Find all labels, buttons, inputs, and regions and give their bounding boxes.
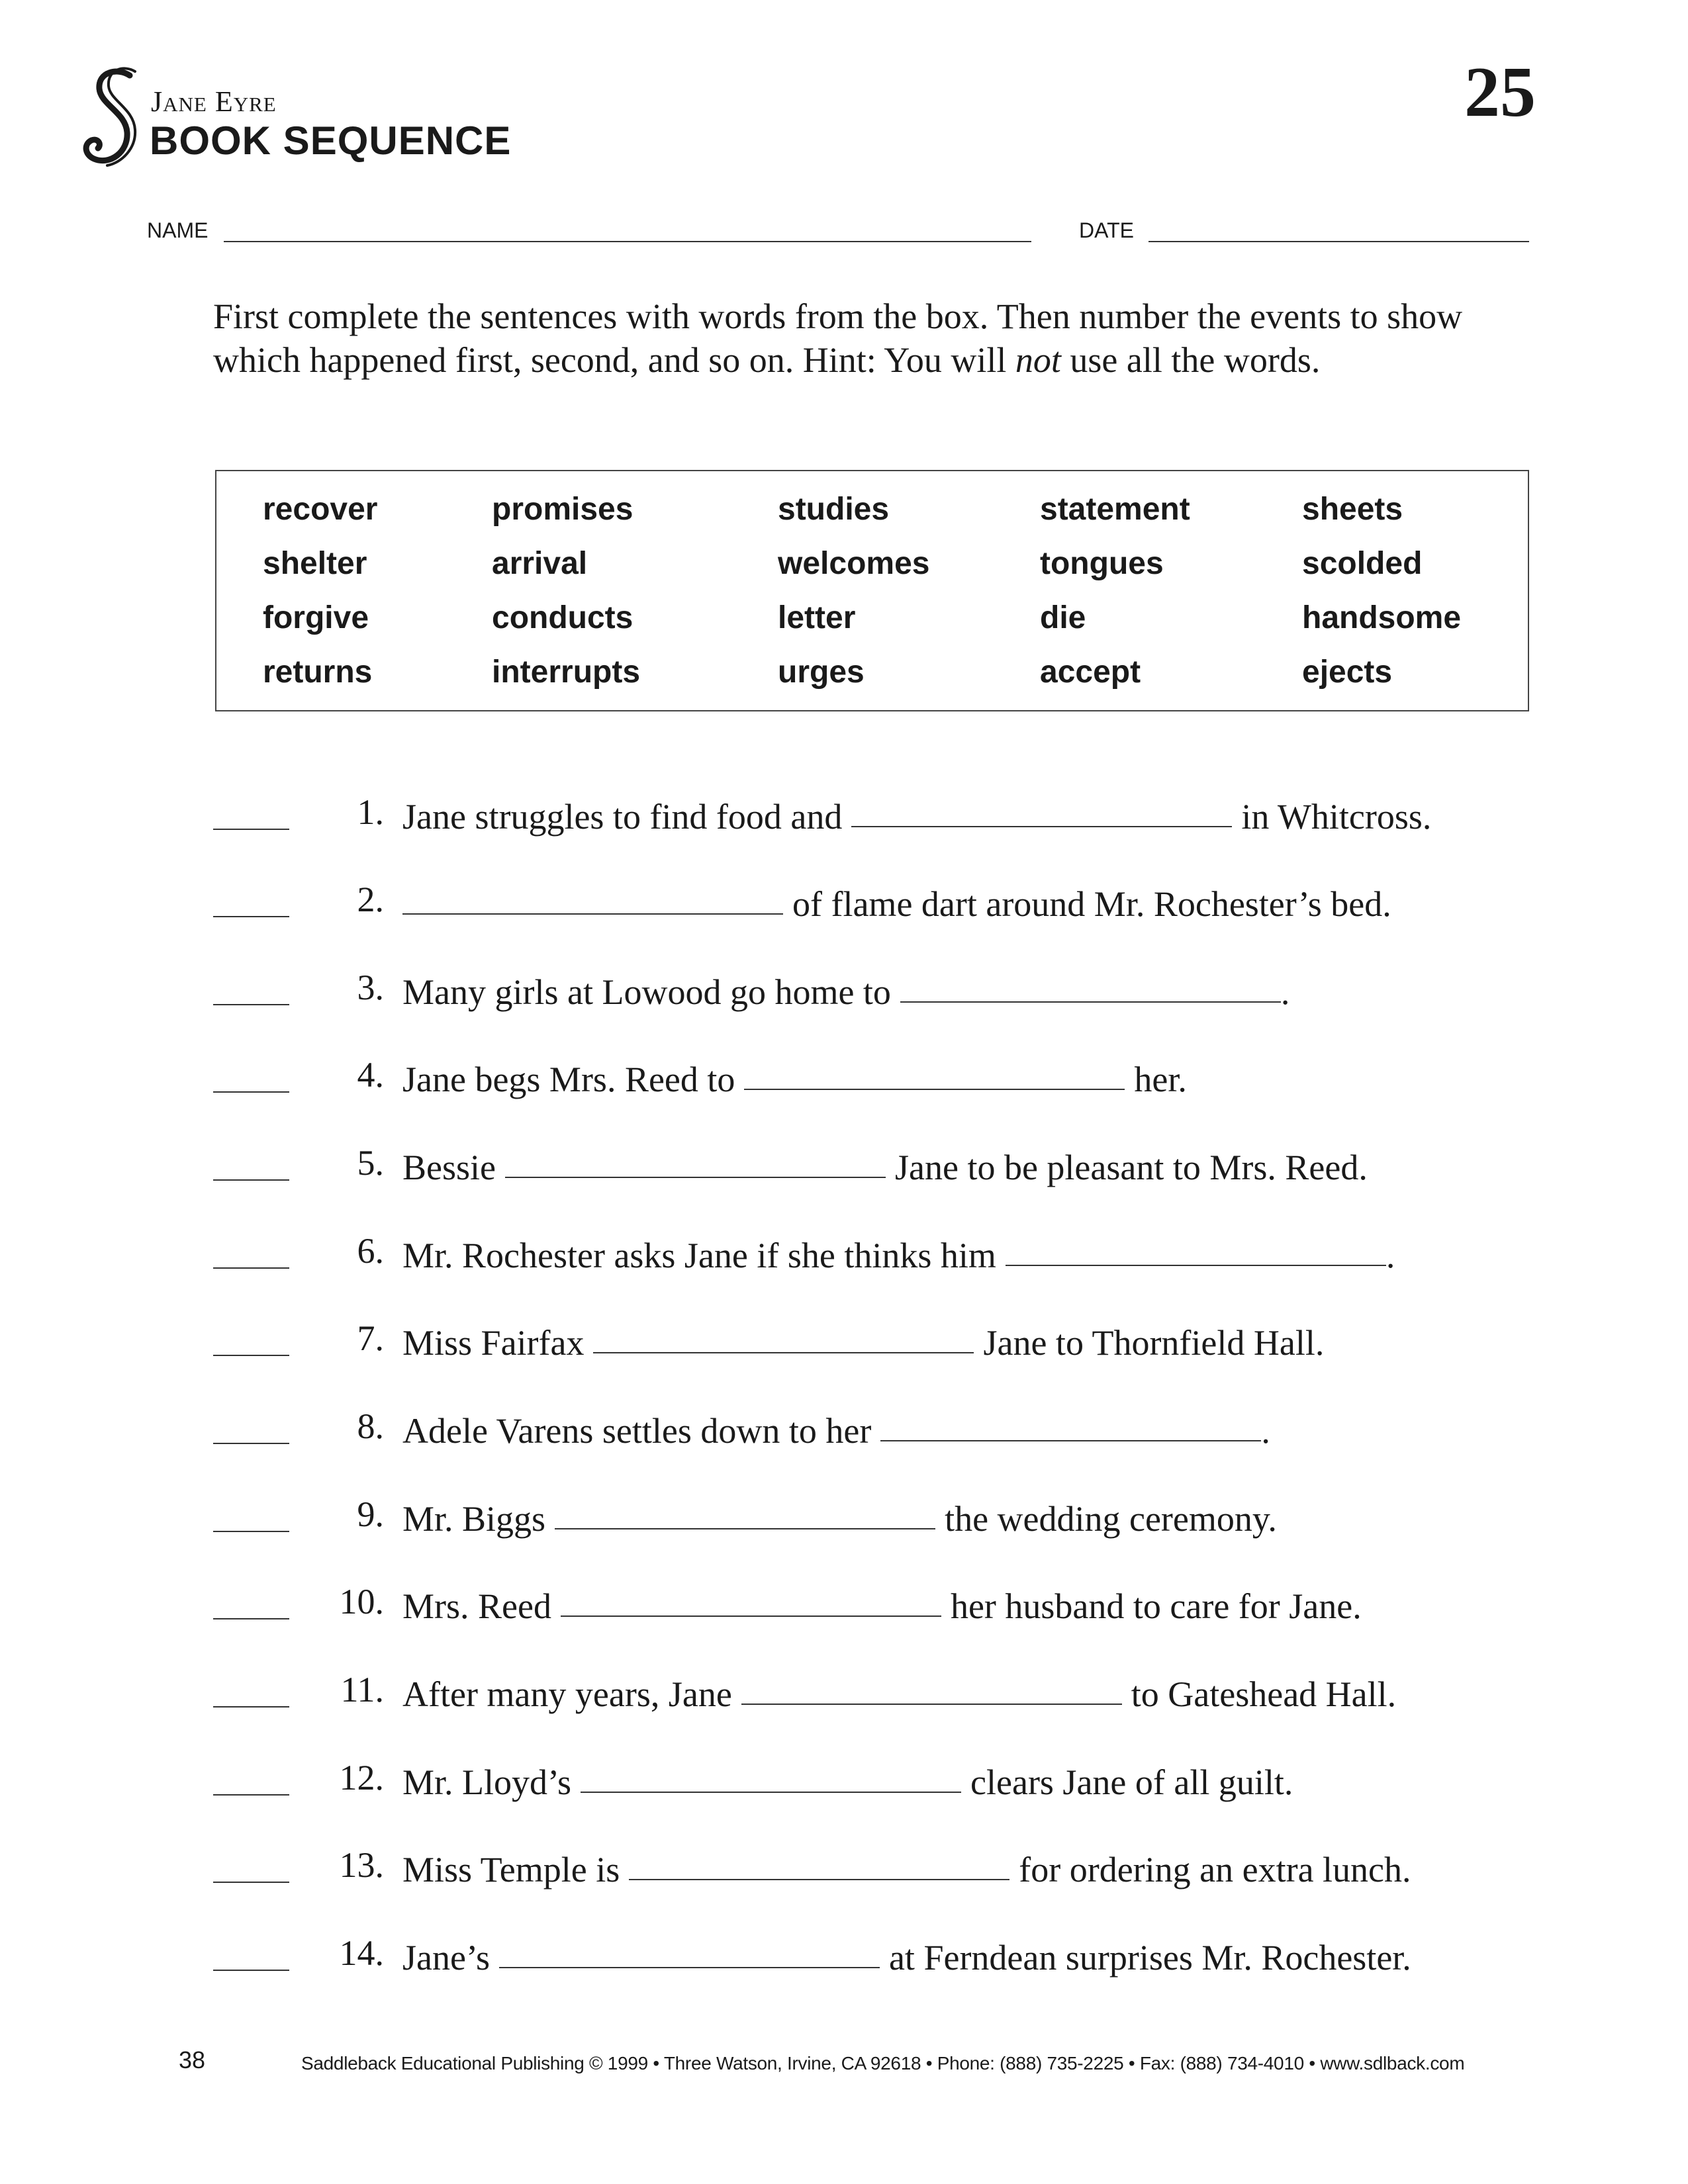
word-bank-item: interrupts (492, 655, 641, 690)
item-number: 9. (357, 1494, 384, 1534)
word-bank-item: scolded (1302, 546, 1423, 581)
sentence-before: Bessie (402, 1148, 496, 1187)
answer-blank[interactable] (741, 1668, 1122, 1705)
sentence-after: . (1261, 1411, 1270, 1451)
sentence-before: Mr. Lloyd’s (402, 1762, 572, 1802)
answer-blank[interactable] (593, 1316, 974, 1353)
sentence-before: After many years, Jane (402, 1674, 732, 1714)
item-sentence (402, 1406, 1270, 1451)
item-sentence (402, 967, 1289, 1013)
sentence-before: Jane’s (402, 1938, 490, 1978)
order-number-blank[interactable] (213, 916, 289, 917)
name-field[interactable] (224, 241, 1031, 242)
item-number: 6. (357, 1231, 384, 1271)
order-number-blank[interactable] (213, 1970, 289, 1971)
item-number: 13. (339, 1845, 384, 1885)
sentence-after: at Ferndean surprises Mr. Rochester. (888, 1938, 1411, 1978)
sentence-before: Jane begs Mrs. Reed to (402, 1060, 735, 1099)
word-bank-item: ejects (1302, 655, 1393, 690)
order-number-blank[interactable] (213, 1355, 289, 1356)
item-number: 1. (357, 792, 384, 832)
sequence-item (0, 1054, 1688, 1107)
sentence-after: for ordering an extra lunch. (1019, 1850, 1411, 1889)
item-sentence (402, 879, 1391, 925)
word-bank-item: returns (263, 655, 373, 690)
sentence-before: Many girls at Lowood go home to (402, 972, 891, 1012)
item-sentence (402, 1757, 1293, 1803)
sequence-item (0, 1406, 1688, 1459)
sequence-item (0, 1318, 1688, 1371)
item-number: 12. (339, 1758, 384, 1797)
sequence-item (0, 792, 1688, 844)
item-number: 10. (339, 1582, 384, 1621)
sequence-item (0, 1757, 1688, 1810)
sentence-after: her. (1134, 1060, 1187, 1099)
order-number-blank[interactable] (213, 1706, 289, 1707)
item-number: 11. (340, 1670, 384, 1709)
word-bank-item: handsome (1302, 600, 1462, 635)
sentence-before: Mr. Biggs (402, 1499, 546, 1539)
sequence-item (0, 879, 1688, 932)
word-box (215, 470, 1529, 711)
name-label: NAME (147, 218, 209, 242)
sentence-after: . (1385, 1236, 1395, 1275)
word-bank-item: conducts (492, 600, 633, 635)
word-bank-item: accept (1040, 655, 1141, 690)
answer-blank[interactable] (629, 1843, 1009, 1880)
answer-blank[interactable] (581, 1756, 961, 1793)
answer-blank[interactable] (1006, 1229, 1386, 1266)
word-bank-item: arrival (492, 546, 588, 581)
answer-blank[interactable] (880, 1404, 1261, 1441)
page-number: 38 (179, 2046, 206, 2073)
sequence-item (0, 1494, 1688, 1547)
sequence-item (0, 967, 1688, 1020)
answer-blank[interactable] (505, 1141, 886, 1178)
item-number: 14. (339, 1933, 384, 1973)
order-number-blank[interactable] (213, 1091, 289, 1093)
sequence-item (0, 1142, 1688, 1195)
word-bank-item: studies (778, 492, 890, 527)
word-bank-item: letter (778, 600, 856, 635)
sentence-before: Mrs. Reed (402, 1586, 551, 1626)
item-sentence (402, 1494, 1277, 1539)
item-sentence (402, 1054, 1187, 1100)
sequence-item (0, 1933, 1688, 1985)
item-sentence (402, 1933, 1411, 1978)
sequence-item (0, 1844, 1688, 1897)
word-bank-item: recover (263, 492, 378, 527)
series-title: Jane Eyre (151, 85, 277, 118)
order-number-blank[interactable] (213, 1794, 289, 1796)
item-number: 8. (357, 1406, 384, 1446)
sentence-after: her husband to care for Jane. (950, 1586, 1362, 1626)
answer-blank[interactable] (851, 790, 1232, 827)
answer-blank[interactable] (744, 1053, 1125, 1090)
word-bank-item: welcomes (778, 546, 930, 581)
sentence-after: . (1280, 972, 1290, 1012)
answer-blank[interactable] (402, 878, 783, 915)
order-number-blank[interactable] (213, 1443, 289, 1444)
item-sentence (402, 1142, 1368, 1188)
answer-blank[interactable] (561, 1580, 941, 1617)
sentence-before: Jane struggles to find food and (402, 797, 843, 837)
sentence-before: Mr. Rochester asks Jane if she thinks him (402, 1236, 996, 1275)
item-sentence (402, 1230, 1395, 1276)
sentence-after: to Gateshead Hall. (1131, 1674, 1397, 1714)
item-sentence (402, 1581, 1362, 1627)
sentence-after: Jane to be pleasant to Mrs. Reed. (895, 1148, 1368, 1187)
order-number-blank[interactable] (213, 1531, 289, 1532)
item-number: 4. (357, 1055, 384, 1095)
instructions-text-end: use all the words. (1060, 340, 1321, 380)
word-bank-item: forgive (263, 600, 369, 635)
item-sentence (402, 1318, 1324, 1363)
item-number: 5. (357, 1143, 384, 1183)
instructions-text: First complete the sentences with words from the box. Then number the events to show which happened first, second, and so on. Hint: You will (213, 296, 1463, 380)
sentence-before: Adele Varens settles down to her (402, 1411, 872, 1451)
word-bank-item: shelter (263, 546, 367, 581)
item-sentence (402, 1844, 1411, 1890)
sentence-before: Miss Temple is (402, 1850, 620, 1889)
worksheet-title: BOOK SEQUENCE (150, 118, 512, 163)
sequence-item (0, 1581, 1688, 1634)
word-bank-item: statement (1040, 492, 1190, 527)
word-bank-item: die (1040, 600, 1086, 635)
date-field[interactable] (1149, 241, 1529, 242)
answer-blank[interactable] (900, 966, 1281, 1003)
item-number: 7. (357, 1318, 384, 1358)
order-number-blank[interactable] (213, 1179, 289, 1181)
sentence-after: clears Jane of all guilt. (970, 1762, 1293, 1802)
sentence-after: in Whitcross. (1241, 797, 1432, 837)
sentence-after: the wedding ceremony. (945, 1499, 1277, 1539)
sentence-after: of flame dart around Mr. Rochester’s bed. (792, 884, 1391, 924)
word-grid (263, 491, 1521, 703)
sequence-item (0, 1230, 1688, 1283)
item-sentence (402, 792, 1431, 837)
item-number: 2. (357, 880, 384, 919)
sentence-before: Miss Fairfax (402, 1323, 585, 1363)
order-number-blank[interactable] (213, 1882, 289, 1883)
answer-blank[interactable] (555, 1492, 935, 1529)
order-number-blank[interactable] (213, 829, 289, 830)
order-number-blank[interactable] (213, 1004, 289, 1005)
publisher-footer: Saddleback Educational Publishing © 1999 • Three Watson, Irvine, CA 92618 • Phone: (888) 735-2225 • Fax: (888) 734-4010 • www.sdlback.com (301, 2053, 1465, 2073)
order-number-blank[interactable] (213, 1267, 289, 1269)
item-sentence (402, 1669, 1396, 1715)
instructions (213, 295, 1471, 382)
sequence-item (0, 1669, 1688, 1722)
date-label: DATE (1079, 218, 1134, 242)
word-bank-item: urges (778, 655, 865, 690)
order-number-blank[interactable] (213, 1618, 289, 1619)
word-bank-item: promises (492, 492, 633, 527)
instructions-emphasis: not (1015, 340, 1061, 380)
item-number: 3. (357, 968, 384, 1007)
answer-blank[interactable] (499, 1931, 880, 1968)
sentence-after: Jane to Thornfield Hall. (983, 1323, 1325, 1363)
word-bank-item: tongues (1040, 546, 1164, 581)
publisher-logo-icon (78, 66, 151, 172)
worksheet-number: 25 (1464, 53, 1536, 132)
word-bank-item: sheets (1302, 492, 1403, 527)
